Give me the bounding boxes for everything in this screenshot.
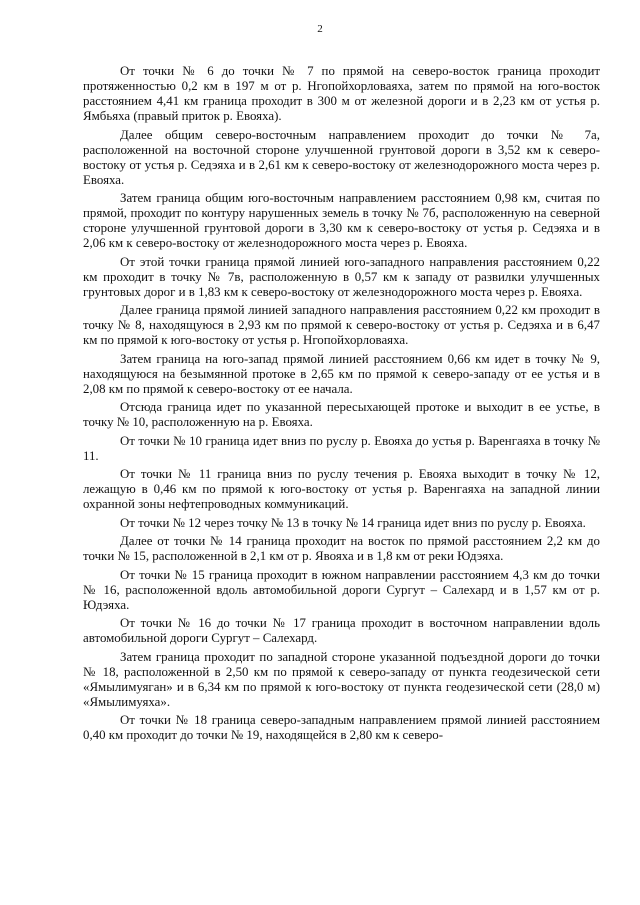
paragraph: От точки № 18 граница северо-западным направлением прямой линией расстоянием 0,40 км проходит до точки № 19, находящейся в 2,80 км к северо-	[83, 713, 600, 743]
paragraph: Затем граница общим юго-восточным направлением расстоянием 0,98 км, считая по прямой, проходит по контуру нарушенных земель в точку № 7б, расположенную на северной стороне улучшенной грунтовой дороги в 3,30 км к северо-востоку от устья р. Седэяха и в 2,06 км к северо-востоку от железнодорожного моста через р. Евояха.	[83, 191, 600, 251]
paragraph: От этой точки граница прямой линией юго-западного направления расстоянием 0,22 км проходит в точку № 7в, расположенную в 0,57 км к западу от развилки улучшенных грунтовых дорог и в 1,83 км к северо-востоку от железнодорожного моста через р. Евояха.	[83, 254, 600, 299]
body-text	[83, 64, 600, 747]
paragraph: Далее общим северо-восточным направлением проходит до точки № 7а, расположенной на восточной стороне улучшенной грунтовой дороги в 3,52 км к северо-востоку от устья р. Седэяха и в 2,61 км к северо-востоку от железнодорожного моста через р. Евояха.	[83, 127, 600, 187]
paragraph: От точки № 16 до точки № 17 граница проходит в восточном направлении вдоль автомобильной дороги Сургут – Салехард.	[83, 616, 600, 646]
paragraph: От точки № 6 до точки № 7 по прямой на северо-восток граница проходит протяженностью 0,2 км в 197 м от р. Нгопойхорловаяха, затем по прямой на юго-восток расстоянием 4,41 км граница проходит в 300 м от железной дороги и в 2,23 км от устья р. Ямбьяха (правый приток р. Евояха).	[83, 64, 600, 124]
paragraph: От точки № 15 граница проходит в южном направлении расстоянием 4,3 км до точки № 16, расположенной вдоль автомобильной дороги Сургут – Салехард и в 1,57 км от р. Юдэяха.	[83, 567, 600, 612]
paragraph: Далее от точки № 14 граница проходит на восток по прямой расстоянием 2,2 км до точки № 15, расположенной в 2,1 км от р. Явояха и в 1,8 км от реки Юдэяха.	[83, 534, 600, 564]
paragraph: Отсюда граница идет по указанной пересыхающей протоке и выходит в ее устье, в точку № 10, расположенную на р. Евояха.	[83, 400, 600, 430]
paragraph: От точки № 10 граница идет вниз по руслу р. Евояха до устья р. Варенгаяха в точку № 11.	[83, 433, 600, 463]
paragraph: Затем граница на юго-запад прямой линией расстоянием 0,66 км идет в точку № 9, находящуюся на безымянной протоке в 2,65 км по прямой к северо-западу от ее устья и в 2,08 км по прямой к северо-востоку от ее начала.	[83, 351, 600, 396]
paragraph: От точки № 11 граница вниз по руслу течения р. Евояха выходит в точку № 12, лежащую в 0,46 км по прямой к юго-востоку от устья р. Варенгаяха на западной линии охранной зоны нефтепроводных коммуникаций.	[83, 467, 600, 512]
paragraph: Далее граница прямой линией западного направления расстоянием 0,22 км проходит в точку № 8, находящуюся в 2,93 км по прямой к северо-востоку от устья р. Седэяха и в 6,47 км по прямой к юго-востоку от устья р. Нгопойхорловаяха.	[83, 303, 600, 348]
page-number: 2	[317, 23, 323, 35]
paragraph: Затем граница проходит по западной стороне указанной подъездной дороги до точки № 18, расположенной в 2,50 км по прямой к северо-западу от пункта геодезической сети «Ямылимуяган» и в 6,34 км по прямой к юго-востоку от пункта геодезической сети (28,0 м) «Ямылимуяха».	[83, 649, 600, 709]
paragraph: От точки № 12 через точку № 13 в точку № 14 граница идет вниз по руслу р. Евояха.	[120, 515, 586, 530]
